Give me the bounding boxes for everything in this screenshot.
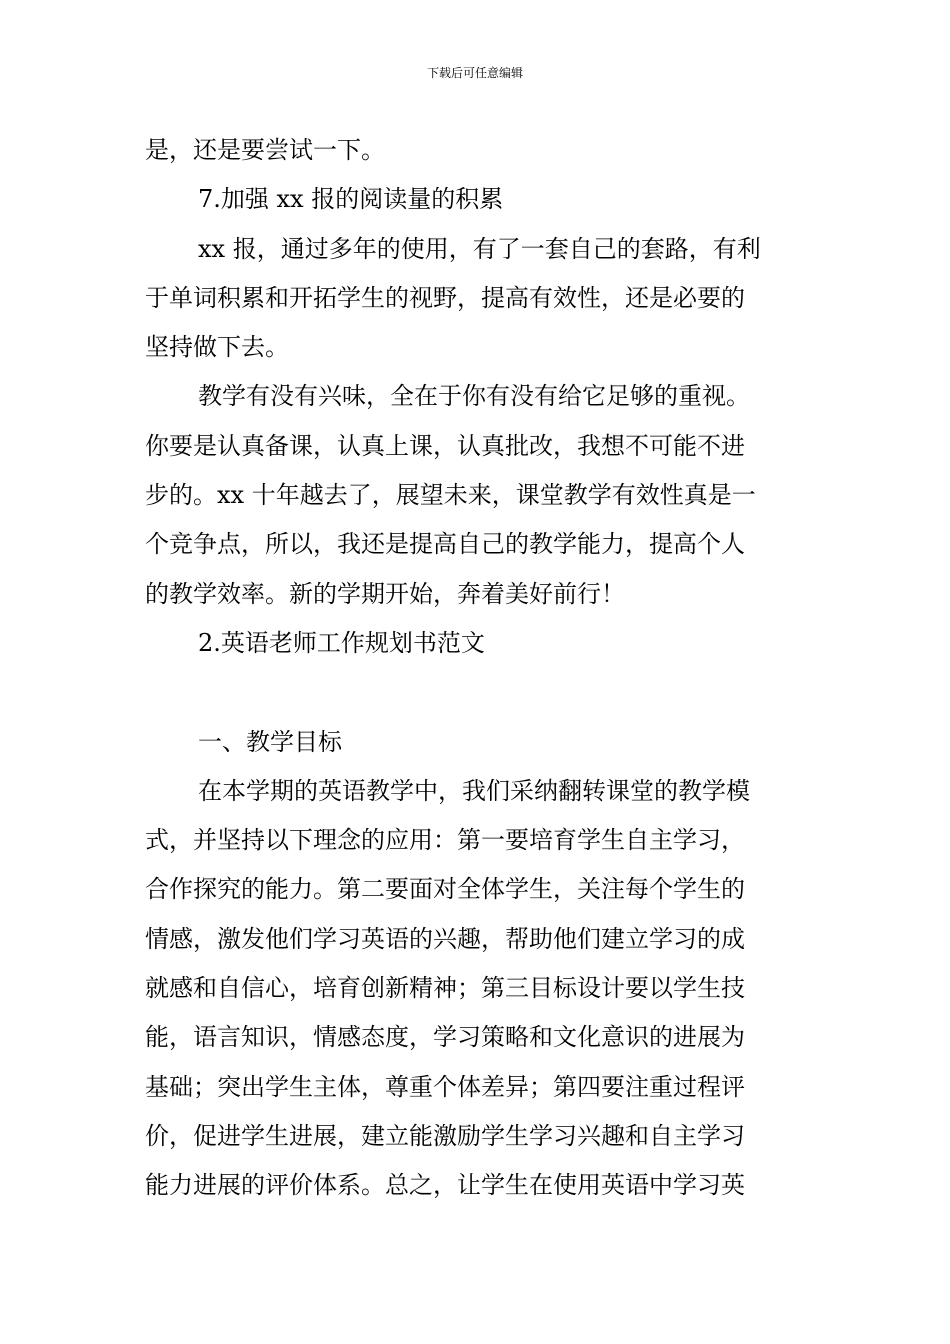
text-line: 于单词积累和开拓学生的视野，提高有效性，还是必要的	[145, 283, 745, 312]
text-line: 的教学效率。新的学期开始，奔着美好前行！	[145, 579, 625, 608]
text-line: 能力进展的评价体系。总之，让学生在使用英语中学习英	[145, 1171, 745, 1200]
text-line: 步的。xx 十年越去了，展望未来，课堂教学有效性真是一	[145, 481, 756, 510]
document-body	[145, 126, 807, 1211]
text-line: 是，还是要尝试一下。	[145, 136, 385, 164]
text-line: xx 报，通过多年的使用，有了一套自己的套路，有利	[198, 234, 761, 263]
text-line: 价，促进学生进展，建立能激励学生学习兴趣和自主学习	[145, 1121, 745, 1150]
document-title: 2.英语老师工作规划书范文	[198, 628, 485, 657]
section-heading: 7.加强 xx 报的阅读量的积累	[198, 185, 504, 214]
text-line: 能，语言知识，情感态度，学习策略和文化意识的进展为	[145, 1023, 745, 1052]
text-line: 情感，激发他们学习英语的兴趣，帮助他们建立学习的成	[145, 924, 745, 953]
blank-line	[145, 668, 807, 717]
text-line: 坚持做下去。	[145, 333, 289, 362]
section-heading: 一、教学目标	[198, 727, 342, 756]
text-line: 个竞争点，所以，我还是提高自己的教学能力，提高个人	[145, 530, 745, 559]
text-line: 就感和自信心，培育创新精神；第三目标设计要以学生技	[145, 974, 745, 1003]
text-line: 教学有没有兴味，全在于你有没有给它足够的重视。	[198, 382, 750, 411]
text-line: 基础；突出学生主体，尊重个体差异；第四要注重过程评	[145, 1072, 745, 1101]
text-line: 合作探究的能力。第二要面对全体学生，关注每个学生的	[145, 875, 745, 904]
text-line: 在本学期的英语教学中，我们采纳翻转课堂的教学模	[198, 776, 750, 805]
page-header-note: 下载后可任意编辑	[426, 66, 523, 80]
text-line: 你要是认真备课，认真上课，认真批改，我想不可能不进	[145, 431, 745, 460]
text-line: 式，并坚持以下理念的应用：第一要培育学生自主学习，	[145, 826, 745, 855]
